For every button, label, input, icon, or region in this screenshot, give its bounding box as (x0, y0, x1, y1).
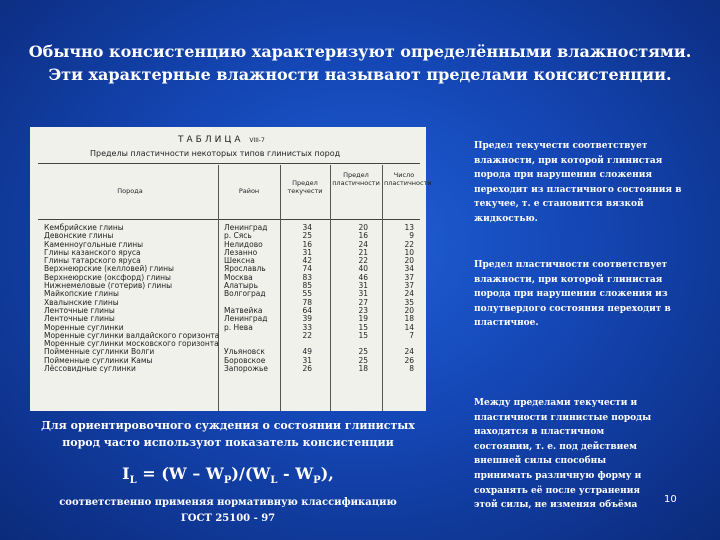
col-header: Предел текучести (287, 179, 323, 195)
note-line-1: соответственно применяя нормативную классификацию (59, 497, 397, 508)
table-label: ТАБЛИЦА VIII-7 (178, 135, 265, 145)
table-cell: 31 (302, 355, 312, 365)
table-cell: 26 (404, 355, 414, 365)
table-cell: Боровское (224, 355, 266, 365)
table-cell: 20 (358, 223, 368, 232)
rule (38, 163, 420, 164)
table-cell: Майкопские глины (44, 289, 119, 299)
table-cell: Хвалынские глины (44, 297, 119, 307)
table-cell: 25 (302, 231, 312, 241)
table-cell: Волгоград (224, 289, 266, 299)
col-header: Район (238, 187, 260, 195)
table-cell: Моренные суглинки валдайского горизонта (44, 330, 220, 340)
table-cell: 37 (404, 272, 414, 282)
title-line-2: Эти характерные влажности называют пределами консистенции. (48, 65, 672, 84)
table-cell: 74 (302, 264, 312, 274)
table-cell: 46 (358, 272, 368, 282)
table-cell: Матвейка (224, 305, 263, 315)
table-cell: 64 (302, 305, 312, 315)
classification-note (40, 495, 416, 527)
liquid-limit-text: Предел текучести соответствует влажности, при которой глинистая порода при нарушении сложения переходит из пластичного состояния в текучее, т. е становится вязкой жидкостью. (474, 141, 682, 224)
table-cell: 25 (358, 347, 368, 357)
caption: Для ориентировочного суждения о состоянии глинистых пород часто используют показатель консистенции (41, 419, 415, 449)
table-cell: 25 (358, 355, 368, 365)
table-cell: 24 (358, 239, 368, 249)
table-cell: Моренные суглинки московского горизонта (44, 339, 219, 349)
table-cell: 15 (358, 322, 368, 332)
table-cell: 78 (302, 297, 312, 307)
table-cell: Глины казанского яруса (44, 247, 141, 257)
table-cell: 22 (302, 330, 312, 340)
table-cell: р. Нева (224, 322, 253, 332)
table-cell: Пойменные суглинки Камы (44, 355, 153, 365)
table-cell: 31 (358, 289, 368, 299)
page-number: 10 (664, 494, 677, 505)
plastic-limit-text: Предел пластичности соответствует влажности, при которой глинистая порода при нарушении сложения из полутвердого состояния переходит в пластичное. (474, 260, 671, 329)
table-cell: Девонские глины (44, 231, 114, 241)
table-cell: Ленточные глины (44, 305, 115, 315)
table-cell: 24 (404, 347, 414, 357)
table-cell: р. Сясь (224, 231, 252, 241)
table-cell: Шексна (224, 256, 255, 266)
table-cell: Кембрийские глины (44, 223, 124, 232)
table-cell: 40 (358, 264, 368, 274)
table-cell: 22 (358, 256, 368, 266)
table-cell: Запорожье (224, 364, 269, 374)
table-cell: 9 (409, 231, 414, 241)
table-cell: 15 (358, 330, 368, 340)
table-cell: 16 (358, 231, 368, 241)
note-line-2: ГОСТ 25100 - 97 (180, 513, 276, 524)
table-cell: Лёссовидные суглинки (44, 364, 136, 374)
table-cell: 8 (409, 364, 414, 374)
table-cell: Ярославль (224, 264, 266, 274)
table-cell: Лезанно (224, 247, 258, 257)
table-cell: 18 (358, 364, 368, 374)
table-cell: Москва (224, 272, 253, 282)
table-heading: Пределы пластичности некоторых типов глинистых пород (90, 149, 341, 158)
table-cell: Нижнемеловые (готерив) глины (44, 281, 173, 291)
table-cell: 18 (404, 314, 414, 324)
table-cell: 20 (404, 256, 414, 266)
formula: $I_L = (W - W_P)/(W_L - W_P)$, (122, 464, 334, 487)
col-header: Предел пластичности (332, 171, 380, 187)
table-cell: 37 (404, 281, 414, 291)
table-cell: 14 (404, 322, 414, 332)
table-cell: 34 (302, 223, 312, 232)
table-cell: Моренные суглинки (44, 322, 124, 332)
rule (38, 219, 420, 220)
table-cell: 21 (358, 247, 368, 257)
table-cell: Алатырь (224, 281, 258, 291)
table-cell: Верхнеюрские (оксфорд) глины (44, 272, 171, 282)
table-cell: 42 (302, 256, 312, 266)
col-header: Порода (117, 187, 143, 195)
table-cell: Ленинград (224, 314, 268, 324)
table-cell: 83 (302, 272, 312, 282)
table-cell: Нелидово (224, 239, 263, 249)
title-line-1: Обычно консистенцию характеризуют определёнными влажностями. (28, 42, 692, 61)
table-cell: 49 (302, 347, 312, 357)
scanned-table-image (30, 127, 432, 411)
col-header: Число пластичности (384, 171, 432, 187)
table-cell: 34 (404, 264, 414, 274)
table-cell: 22 (404, 239, 414, 249)
table-cell: 23 (358, 305, 368, 315)
table-cell: 24 (404, 289, 414, 299)
table-cell: Каменноугольные глины (44, 239, 144, 249)
table-cell: 16 (302, 239, 312, 249)
table-cell: 27 (358, 297, 368, 307)
table-cell: 20 (404, 305, 414, 315)
table-cell: 7 (409, 330, 414, 340)
table-cell: Глины татарского яруса (44, 256, 141, 266)
table-cell: 31 (302, 247, 312, 257)
table-cell: Пойменные суглинки Волги (44, 347, 155, 357)
table-cell: 26 (302, 364, 312, 374)
table-cell: 13 (404, 223, 414, 232)
table-cell: Верхнеюрские (келловей) глины (44, 264, 174, 274)
slide-title (20, 40, 700, 86)
table-body (30, 224, 426, 373)
table-row (30, 365, 426, 373)
table-cell: 19 (358, 314, 368, 324)
table-cell: Ульяновск (224, 347, 265, 357)
table-cell: 85 (302, 281, 312, 291)
table-cell: 31 (358, 281, 368, 291)
table-cell: 33 (302, 322, 312, 332)
plastic-state-text: Между пределами текучести и пластичности глинистые породы находятся в пластичном состоянии, т. е. под действием внешней силы способны принимать различную форму и сохранять её после устранения этой силы, не изменяя объёма (474, 398, 652, 511)
table-cell: 39 (302, 314, 312, 324)
table-cell: Ленинград (224, 223, 268, 232)
table-cell: Ленточные глины (44, 314, 115, 324)
table-cell: 35 (404, 297, 414, 307)
table-cell: 55 (302, 289, 312, 299)
table-cell: 10 (404, 247, 414, 257)
